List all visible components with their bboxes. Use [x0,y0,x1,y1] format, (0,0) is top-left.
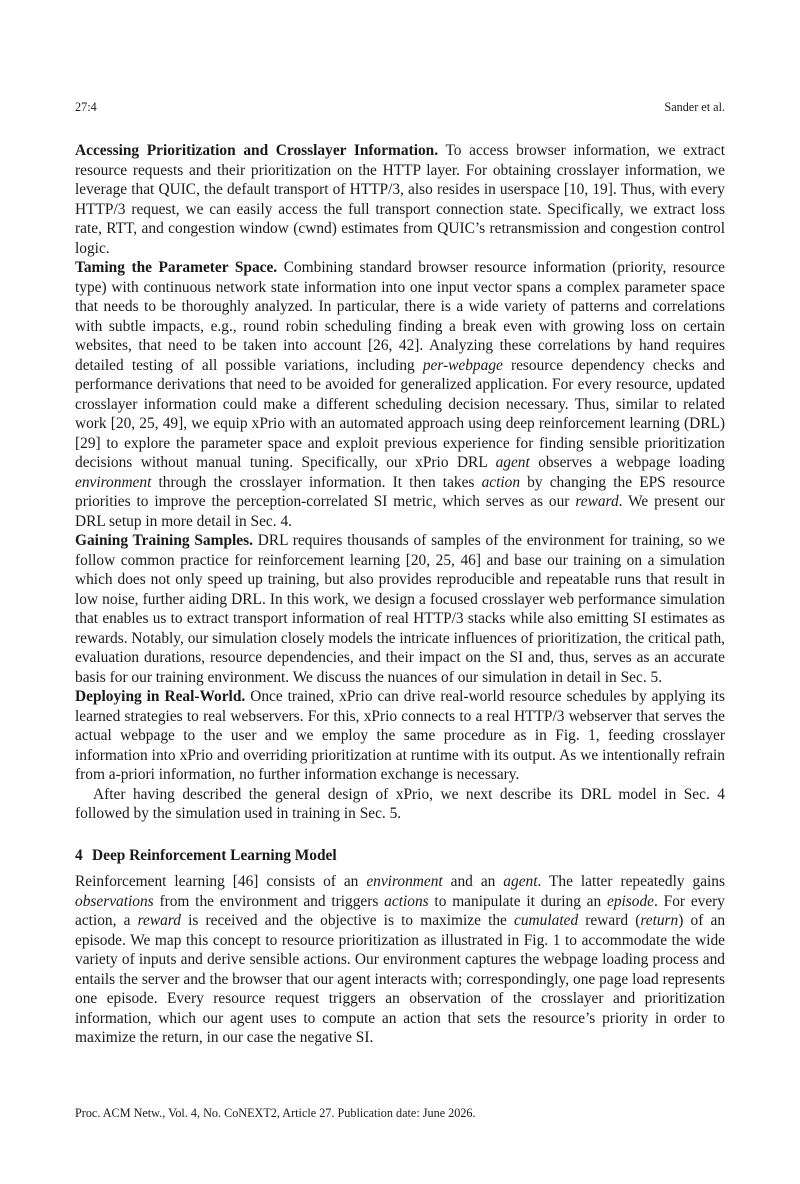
text-run: is received and the objective is to maximize the [180,912,515,929]
body-text [75,141,725,1048]
emphasis-text: environment [75,473,152,491]
text-run: . For every action, a [75,892,726,929]
paragraph [75,141,725,258]
text-run: After having described the general design of xPrio, we next describe its DRL model in Sec. 4 followed by the simulation used in training in Sec. 5. [75,785,725,822]
paragraph-list [75,141,725,824]
running-authors: Sander et al. [664,100,725,114]
text-run: Reinforcement learning [46] consists of an [75,873,367,890]
paragraph-heading: Deploying in Real-World. [75,688,246,705]
text-run: through the crosslayer information. It then takes [151,473,482,491]
text-run: DRL requires thousands of samples of the environment for training, so we follow common practice for reinforcement learning [20, 25, 46] and base our training on a simulation which does not only speed up training, but also provides reproducible and repeatable runs that result in low noise, further aiding DRL. In this work, we design a focused crosslayer web performance simulation that enables us to extract transport information of real HTTP/3 stacks while also emitting SI estimates as rewards. Notably, our simulation closely models the intricate influences of prioritization, the critical path, evaluation durations, resource dependencies, and their impact on the SI and, thus, serves as an accurate basis for our training environment. We discuss the nuances of our simulation in detail in Sec. 5. [75,532,725,686]
footer-citation: Proc. ACM Netw., Vol. 4, No. CoNEXT2, Article 27. Publication date: June 2026. [75,1106,476,1120]
text-run: resource dependency checks and performance derivations that need to be avoided for generalized application. For every resource, updated crosslayer information could make a different scheduling decision necessary. Thus, similar to related work [20, 25, 49], we equip xPrio with an automated approach using deep reinforcement learning (DRL) [29] to explore the parameter space and exploit previous experience for finding sensible prioritization decisions without manual tuning. Specifically, our xPrio DRL [75,356,725,471]
paragraph-heading: Gaining Training Samples. [75,532,253,549]
section-heading [75,846,725,866]
section-title: Deep Reinforcement Learning Model [92,846,337,864]
paragraph-heading: Taming the Parameter Space. [75,259,278,276]
page-number: 27:4 [75,100,97,114]
emphasis-text: action [481,473,521,491]
text-run: Combining standard browser resource information (priority, resource type) with continuous network state information into one input vector spans a complex parameter space that needs to be thoroughly analyzed. In particular, there is a wide variety of patterns and correlations with subtle impacts, e.g., round robin scheduling finding a break even with growing loss on certain websites, that need to be taken into account [26, 42]. Analyzing these correlations by hand requires detailed testing of all possible variations, including [75,259,725,374]
emphasis-text: per-webpage [422,356,503,374]
emphasis-text: observations [75,892,154,910]
paragraph [75,785,725,824]
text-run: reward ( [578,912,641,929]
paragraph [75,531,725,687]
text-run: from the environment and triggers [153,892,385,910]
text-run: observes a webpage loading [529,454,725,471]
emphasis-text: agent [495,454,530,471]
emphasis-text: reward [137,912,181,929]
emphasis-text: cumulated [514,912,579,929]
text-run: to manipulate it during an [428,892,607,910]
emphasis-text: agent [503,873,538,890]
emphasis-text: actions [384,892,429,910]
text-run: . We present our DRL setup in more detail in Sec. 4. [75,493,725,530]
text-run: . The latter repeatedly gains [537,873,725,890]
emphasis-text: reward [575,493,619,510]
emphasis-text: episode [607,892,655,910]
paragraph [75,258,725,531]
emphasis-text: environment [366,873,443,890]
paragraph [75,687,725,785]
emphasis-text: return [640,912,679,929]
section-paragraph [75,872,725,1048]
running-head [75,100,725,115]
section-number: 4 [75,846,83,864]
text-run: by changing the EPS resource priorities to improve the perception-correlated SI metric, which serves as our [75,473,725,510]
text-run: and an [442,873,504,890]
text-run: To access browser information, we extract resource requests and their prioritization on the HTTP layer. For obtaining crosslayer information, we leverage that QUIC, the default transport of HTTP/3, also resides in userspace [10, 19]. Thus, with every HTTP/3 request, we can easily access the full transport connection state. Specifically, we extract loss rate, RTT, and congestion window (cwnd) estimates from QUIC’s retransmission and congestion control logic. [75,142,725,257]
paragraph-heading: Accessing Prioritization and Crosslayer Information. [75,142,439,159]
text-run: ) of an episode. We map this concept to resource prioritization as illustrated in Fig. 1 to accommodate the wide variety of inputs and derive sensible actions. Our environment captures the webpage loading process and entails the server and the browser that our agent interacts with; correspondingly, one page load represents one episode. Every resource request triggers an observation of the crosslayer and prioritization information, which our agent uses to compute an action that sets the resource’s priority in order to maximize the return, in our case the negative SI. [75,912,726,1046]
text-run: Once trained, xPrio can drive real-world resource schedules by applying its learned strategies to real webservers. For this, xPrio connects to a real HTTP/3 webserver that serves the actual webpage to the user and we employ the same procedure as in Fig. 1, feeding crosslayer information into xPrio and overriding prioritization at runtime with its output. As we intentionally refrain from a-priori information, no further information exchange is necessary. [75,688,725,783]
